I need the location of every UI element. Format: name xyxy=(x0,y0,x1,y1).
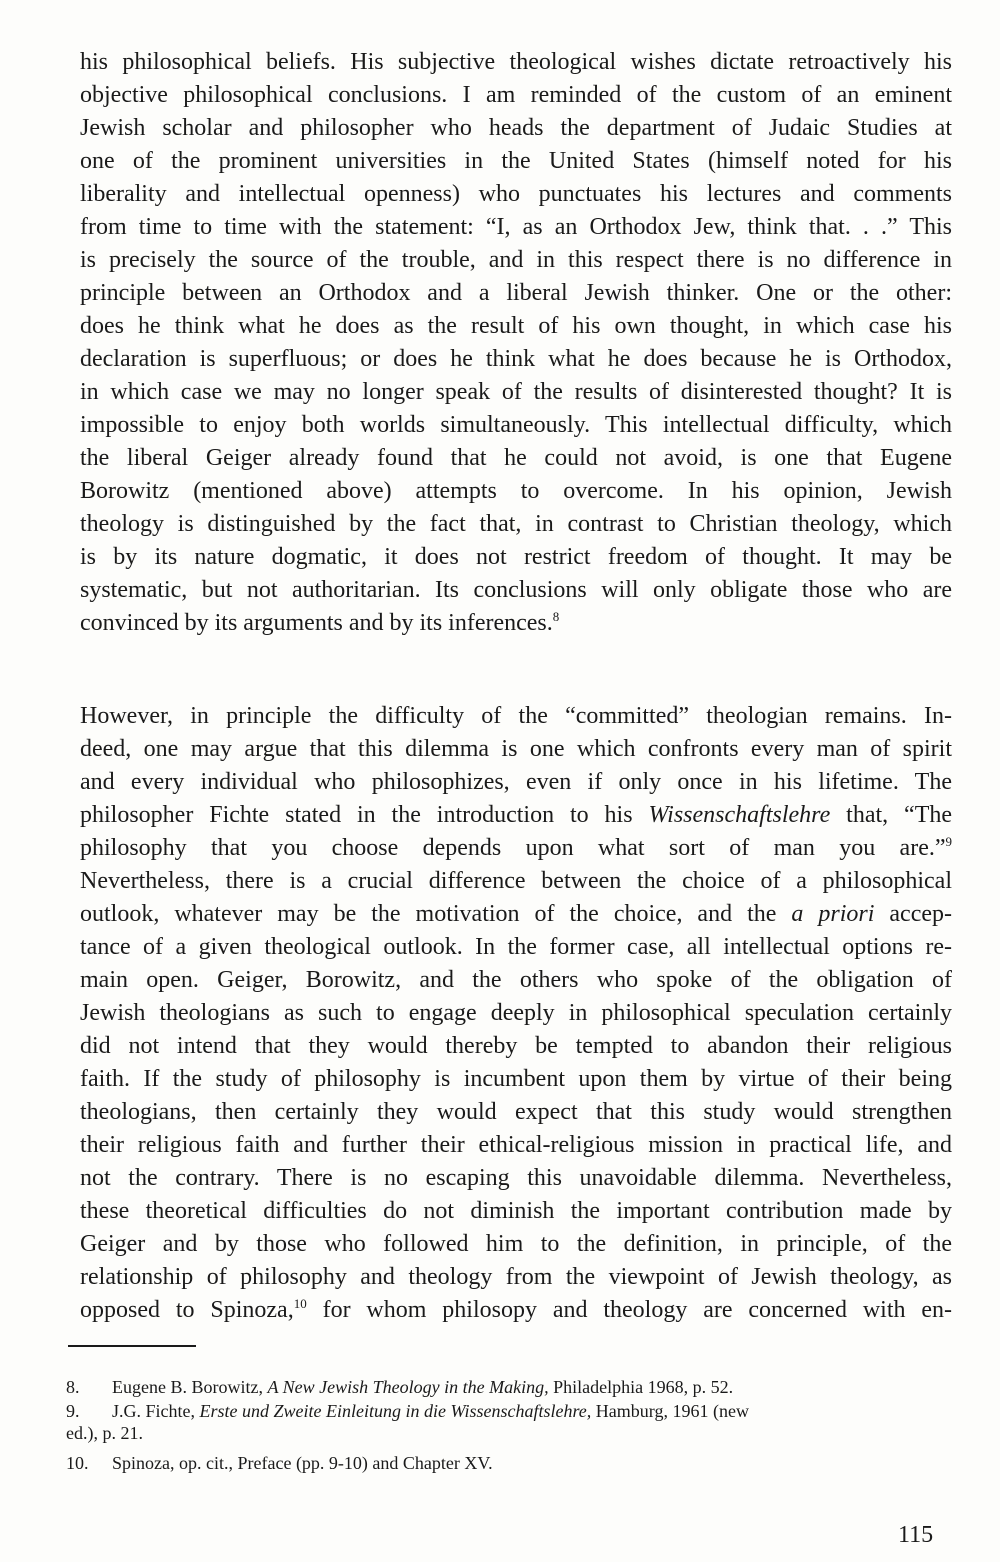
footnote-9 xyxy=(66,1400,946,1444)
text-line: did not intend that they would thereby be tempted to abandon their religious xyxy=(80,1033,952,1059)
text-line: his philosophical beliefs. His subjective theological wishes dictate retroactively his xyxy=(80,49,952,75)
text-line: from time to time with the statement: “I, as an Orthodox Jew, think that. . .” This xyxy=(80,214,952,240)
footnote-ref-10: 10 xyxy=(293,1296,307,1311)
text-segment: for whom philosopy and theology are concerned with en- xyxy=(306,1297,953,1323)
text-segment: philosopher Fichte stated in the introduction to his xyxy=(80,802,649,828)
footnote-number: 10. xyxy=(66,1453,89,1473)
footnote-line xyxy=(66,1376,946,1398)
footnote-line xyxy=(66,1452,946,1474)
footnote-10 xyxy=(66,1452,946,1474)
text-segment: that, “The xyxy=(830,802,953,828)
text-line: Jewish scholar and philosopher who heads the department of Judaic Studies at xyxy=(80,115,952,141)
text-line: main open. Geiger, Borowitz, and the others who spoke of the obligation of xyxy=(80,967,952,993)
text-line: tance of a given theological outlook. In the former case, all intellectual options re- xyxy=(80,934,952,960)
text-line: systematic, but not authoritarian. Its conclusions will only obligate those who are xyxy=(80,577,952,603)
text-line: one of the prominent universities in the United States (himself noted for his xyxy=(80,148,952,174)
page-number: 115 xyxy=(898,1522,934,1548)
text-line: Nevertheless, there is a crucial difference between the choice of a philosophical xyxy=(80,868,952,894)
text-line: these theoretical difficulties do not diminish the important contribution made by xyxy=(80,1198,952,1224)
footnote-text: Spinoza, op. cit., Preface (pp. 9-10) and Chapter XV. xyxy=(112,1453,493,1473)
text-line: is precisely the source of the trouble, and in this respect there is no difference in xyxy=(80,247,952,273)
footnote-number: 8. xyxy=(66,1377,80,1397)
text-line: Borowitz (mentioned above) attempts to overcome. In his opinion, Jewish xyxy=(80,478,952,504)
text-line: theology is distinguished by the fact that, in contrast to Christian theology, which xyxy=(80,511,952,537)
text-line: objective philosophical conclusions. I am reminded of the custom of an eminent xyxy=(80,82,952,108)
text-segment: opposed to Spinoza, xyxy=(80,1297,294,1323)
footnote-author: Eugene B. Borowitz, xyxy=(112,1377,268,1397)
text-line xyxy=(80,607,952,640)
text-line: theologians, then certainly they would expect that this study would strengthen xyxy=(80,1099,952,1125)
footnote-title: A New Jewish Theology in the Making, xyxy=(267,1377,549,1397)
book-title-italic: Wissenschaftslehre xyxy=(648,802,831,828)
text-line: declaration is superfluous; or does he think what he does because he is Orthodox, xyxy=(80,346,952,372)
text-line-content: convinced by its arguments and by its inferences. xyxy=(80,610,553,636)
text-line: Geiger and by those who followed him to the definition, in principle, of the xyxy=(80,1231,952,1257)
text-segment: outlook, whatever may be the motivation of the choice, and the xyxy=(80,901,792,927)
footnote-ref-9: 9 xyxy=(945,834,952,849)
text-line: impossible to enjoy both worlds simultaneously. This intellectual difficulty, which xyxy=(80,412,952,438)
text-line: does he think what he does as the result of his own thought, in which case his xyxy=(80,313,952,339)
text-line: and every individual who philosophizes, even if only once in his lifetime. The xyxy=(80,769,952,795)
text-line: principle between an Orthodox and a liberal Jewish thinker. One or the other: xyxy=(80,280,952,306)
footnote-number: 9. xyxy=(66,1401,80,1421)
text-line: not the contrary. There is no escaping this unavoidable dilemma. Nevertheless, xyxy=(80,1165,952,1191)
text-line: However, in principle the difficulty of the “committed” theologian remains. In- xyxy=(80,703,952,729)
text-line: their religious faith and further their ethical-religious mission in practical life, and xyxy=(80,1132,952,1158)
footnote-publication: Philadelphia 1968, p. 52. xyxy=(548,1377,734,1397)
text-line: faith. If the study of philosophy is incumbent upon them by virtue of their being xyxy=(80,1066,952,1092)
text-line xyxy=(80,898,952,931)
footnote-ref-8: 8 xyxy=(552,609,560,624)
text-line: Jewish theologians as such to engage deeply in philosophical speculation certainly xyxy=(80,1000,952,1026)
footnote-8 xyxy=(66,1376,946,1398)
text-segment: philosophy that you choose depends upon what sort of man you are.” xyxy=(80,835,946,861)
footnote-divider xyxy=(68,1345,196,1347)
footnote-line: ed.), p. 21. xyxy=(66,1423,143,1443)
text-line: liberality and intellectual openness) who punctuates his lectures and comments xyxy=(80,181,952,207)
text-line xyxy=(80,799,952,832)
text-segment: accep- xyxy=(874,901,952,927)
footnote-line xyxy=(66,1400,946,1422)
text-line: is by its nature dogmatic, it does not restrict freedom of thought. It may be xyxy=(80,544,952,570)
footnote-publication: Hamburg, 1961 (new xyxy=(591,1401,749,1421)
text-line: relationship of philosophy and theology from the viewpoint of Jewish theology, as xyxy=(80,1264,952,1290)
italic-phrase: a priori xyxy=(791,901,875,927)
footnote-title: Erste und Zweite Einleitung in die Wissenschaftslehre, xyxy=(199,1401,592,1421)
text-line xyxy=(80,832,952,865)
paragraph-2 xyxy=(80,700,952,1327)
paragraph-1 xyxy=(80,46,952,640)
text-line xyxy=(80,1294,952,1327)
text-line: deed, one may argue that this dilemma is one which confronts every man of spirit xyxy=(80,736,952,762)
text-line: the liberal Geiger already found that he could not avoid, is one that Eugene xyxy=(80,445,952,471)
footnote-author: J.G. Fichte, xyxy=(112,1401,200,1421)
text-line: in which case we may no longer speak of the results of disinterested thought? It is xyxy=(80,379,952,405)
